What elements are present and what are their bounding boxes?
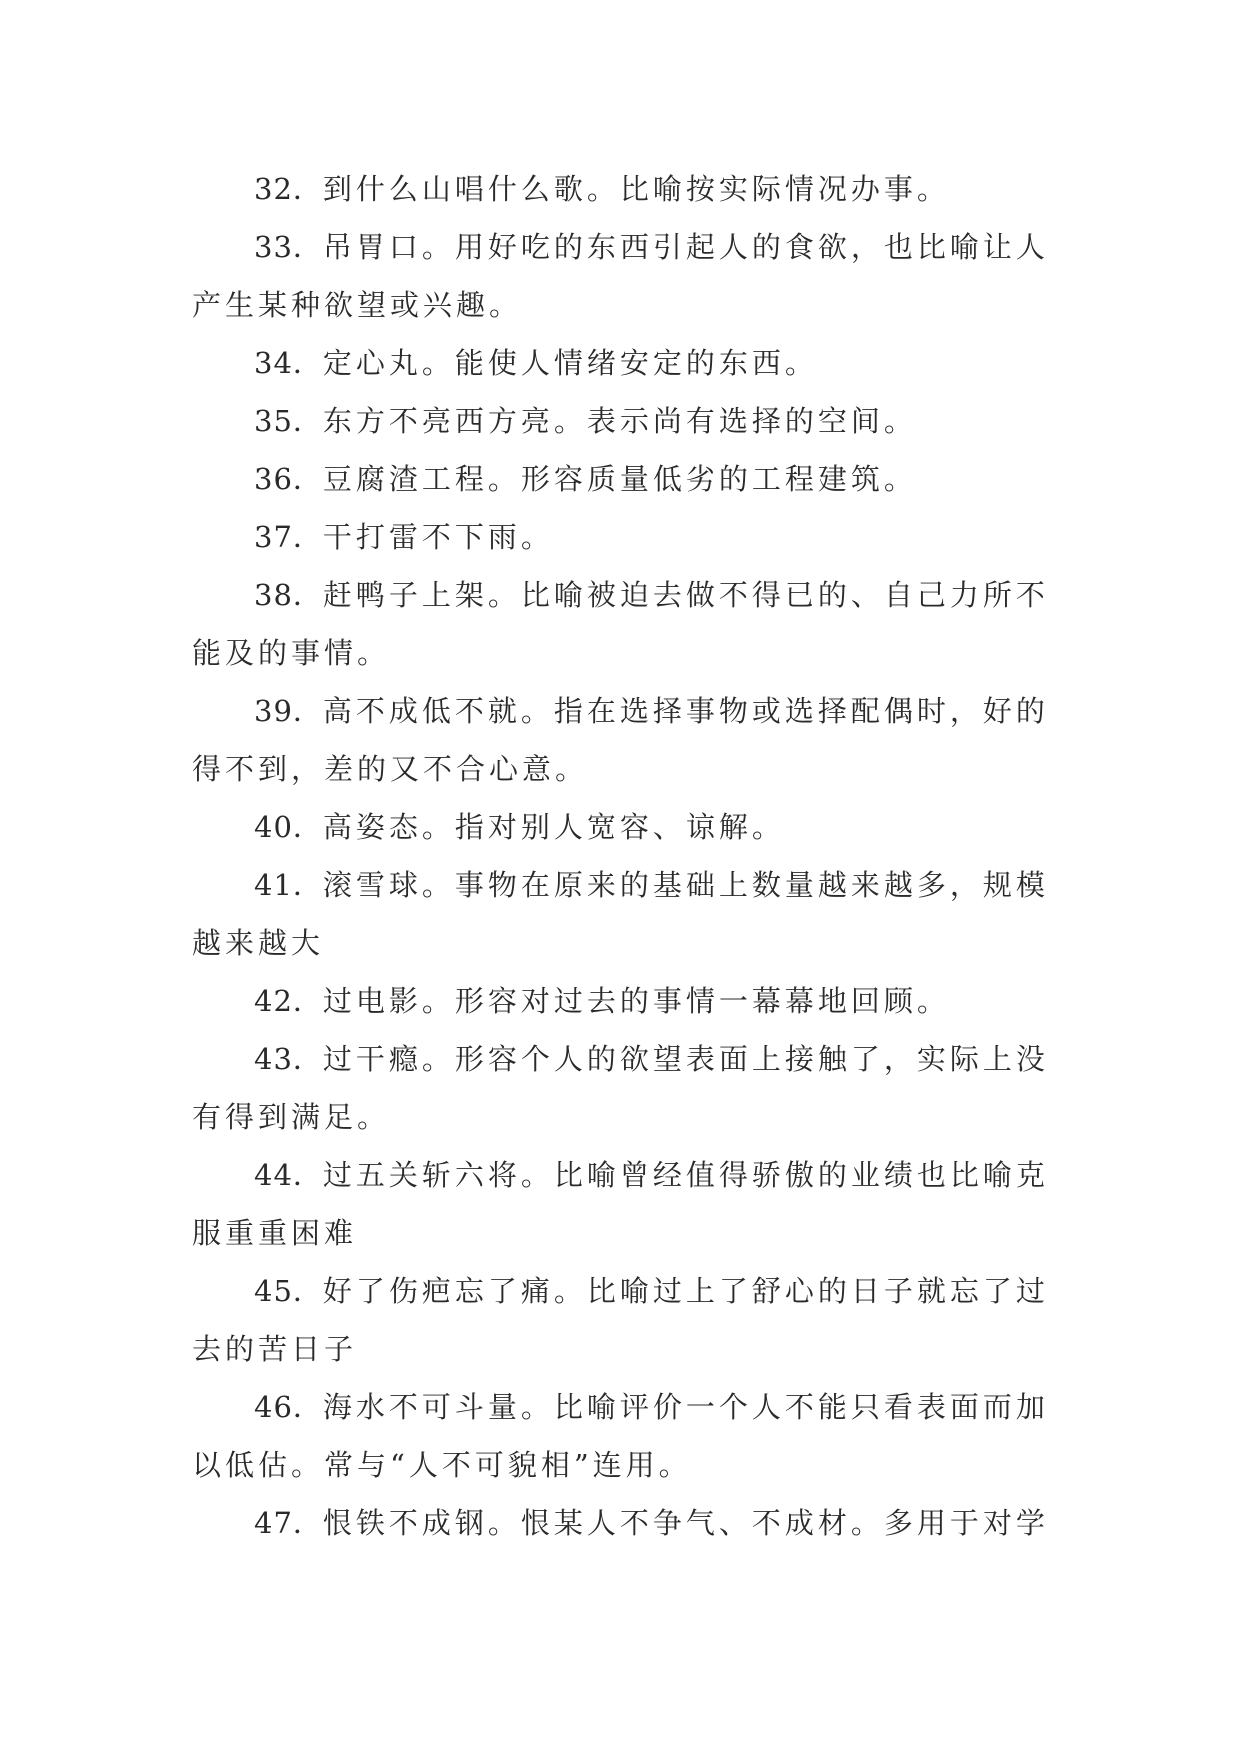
entry-text: 干打雷不下雨。 <box>322 520 554 554</box>
entry-number: 44． <box>254 1158 323 1192</box>
entry-text: 好了伤疤忘了痛。比喻过上了舒心的日子就忘了过去的苦日子 <box>192 1274 1049 1366</box>
idiom-entry-37 <box>192 508 1052 566</box>
entry-text: 过干瘾。形容个人的欲望表面上接触了，实际上没有得到满足。 <box>192 1042 1049 1134</box>
idiom-entry-41 <box>192 856 1052 972</box>
entry-text: 恨铁不成钢。恨某人不争气、不成材。多用于对学 <box>322 1506 1049 1540</box>
entry-number: 37． <box>254 520 323 554</box>
entry-text: 海水不可斗量。比喻评价一个人不能只看表面而加以低估。常与“人不可貌相”连用。 <box>192 1390 1049 1482</box>
entry-text: 高姿态。指对别人宽容、谅解。 <box>322 810 785 844</box>
entry-text: 东方不亮西方亮。表示尚有选择的空间。 <box>322 404 917 438</box>
idiom-entry-42 <box>192 972 1052 1030</box>
entry-text: 过电影。形容对过去的事情一幕幕地回顾。 <box>322 984 950 1018</box>
idiom-entry-39 <box>192 682 1052 798</box>
entry-number: 34． <box>254 346 323 380</box>
entry-number: 41． <box>254 868 323 902</box>
entry-text: 赶鸭子上架。比喻被迫去做不得已的、自己力所不能及的事情。 <box>192 578 1049 670</box>
entry-number: 33． <box>254 230 323 264</box>
entry-text: 滚雪球。事物在原来的基础上数量越来越多，规模越来越大 <box>192 868 1049 960</box>
entry-number: 42． <box>254 984 323 1018</box>
entry-number: 32． <box>254 172 323 206</box>
idiom-entry-45 <box>192 1262 1052 1378</box>
entry-number: 36． <box>254 462 323 496</box>
idiom-entry-47 <box>192 1494 1052 1552</box>
entry-number: 46． <box>254 1390 323 1424</box>
entry-text: 到什么山唱什么歌。比喻按实际情况办事。 <box>322 172 950 206</box>
idiom-entry-36 <box>192 450 1052 508</box>
entry-number: 40． <box>254 810 323 844</box>
idiom-entry-35 <box>192 392 1052 450</box>
entry-number: 43． <box>254 1042 323 1076</box>
idiom-entry-40 <box>192 798 1052 856</box>
idiom-entry-32 <box>192 160 1052 218</box>
idiom-entry-38 <box>192 566 1052 682</box>
idiom-entry-43 <box>192 1030 1052 1146</box>
entry-number: 45． <box>254 1274 323 1308</box>
entry-text: 高不成低不就。指在选择事物或选择配偶时，好的得不到，差的又不合心意。 <box>192 694 1049 786</box>
entry-number: 35． <box>254 404 323 438</box>
entry-number: 39． <box>254 694 323 728</box>
entry-text: 定心丸。能使人情绪安定的东西。 <box>322 346 818 380</box>
idiom-entry-46 <box>192 1378 1052 1494</box>
entry-text: 过五关斩六将。比喻曾经值得骄傲的业绩也比喻克服重重困难 <box>192 1158 1049 1250</box>
idiom-entry-34 <box>192 334 1052 392</box>
entry-text: 吊胃口。用好吃的东西引起人的食欲，也比喻让人产生某种欲望或兴趣。 <box>192 230 1049 322</box>
entry-text: 豆腐渣工程。形容质量低劣的工程建筑。 <box>322 462 917 496</box>
entry-number: 38． <box>254 578 323 612</box>
entry-number: 47． <box>254 1506 323 1540</box>
idiom-entry-44 <box>192 1146 1052 1262</box>
document-page <box>192 160 1052 1552</box>
idiom-entry-33 <box>192 218 1052 334</box>
